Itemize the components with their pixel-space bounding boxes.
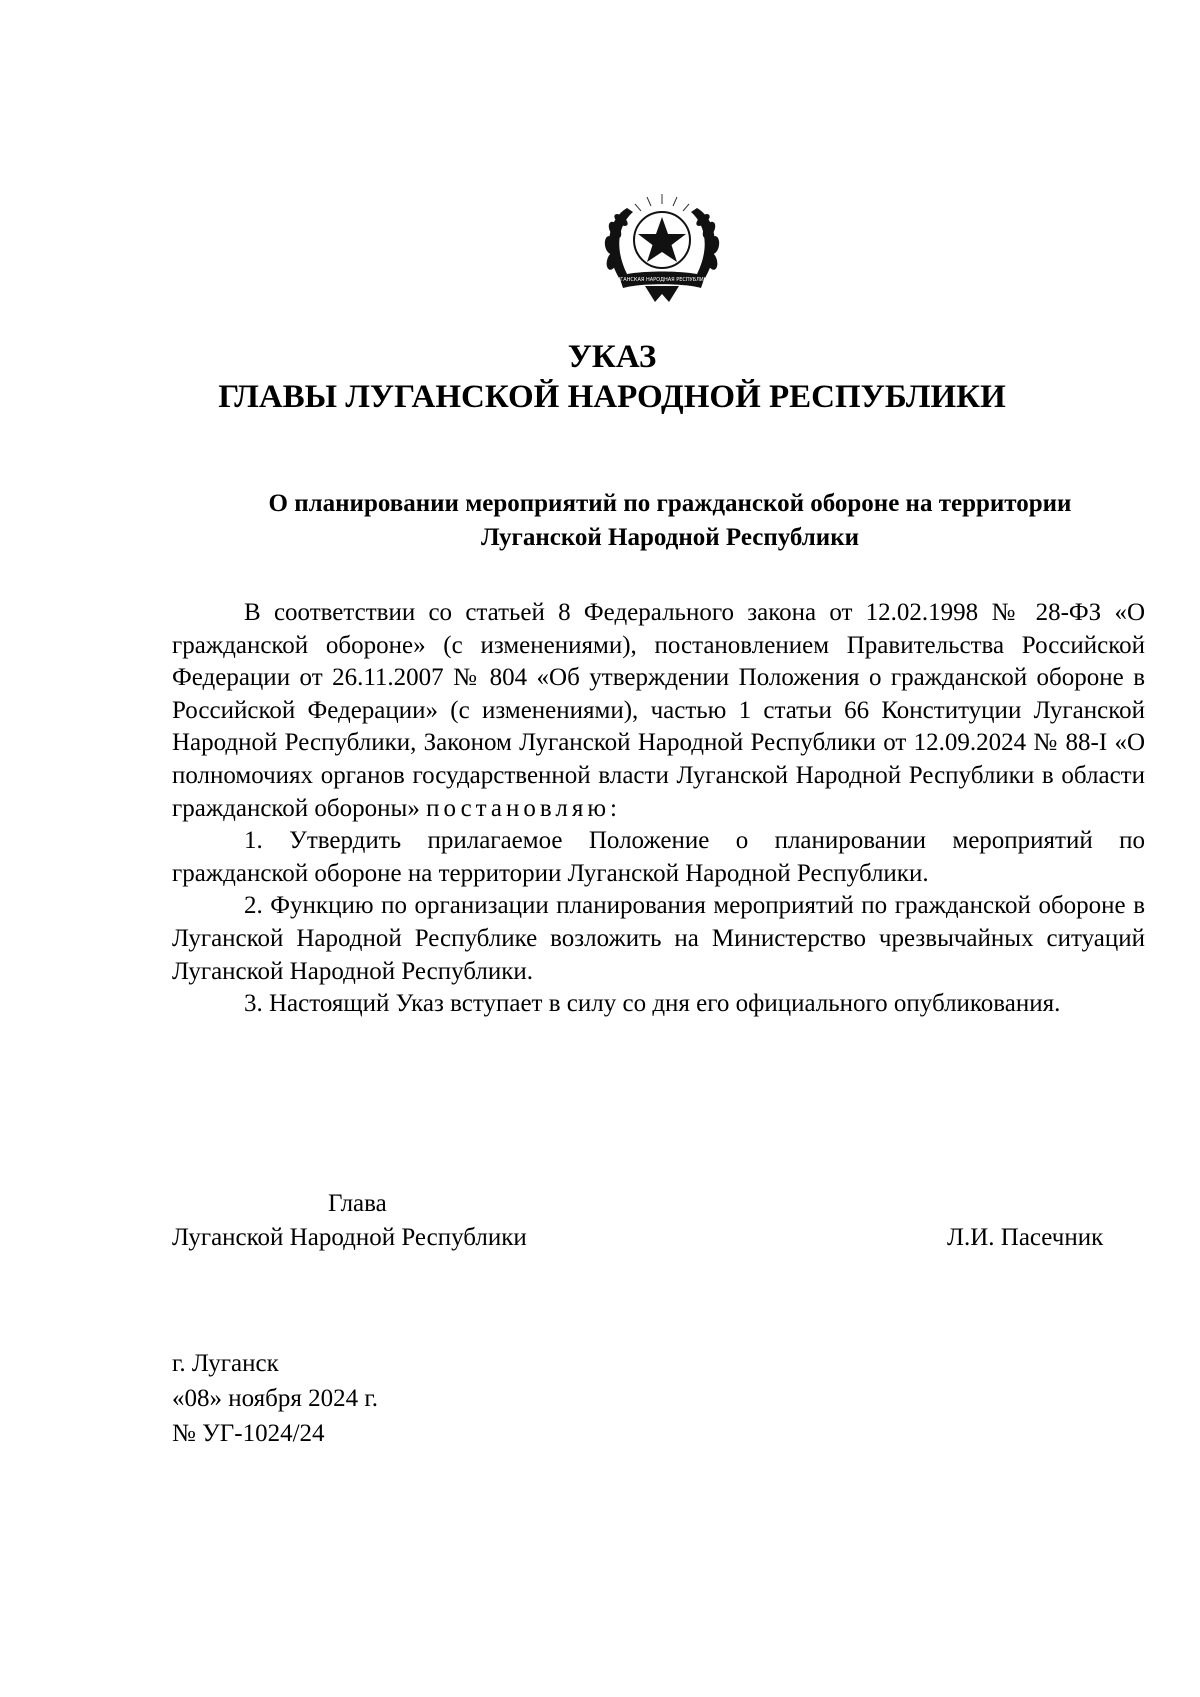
preamble-text: В соответствии со статьей 8 Федерального закона от 12.02.1998 № 28-ФЗ «О гражданской обороне» (с изменениями), постановлением Правительства Российской Федерации от 26.11.2007 № 804 «Об утверждении Положения о гражданской обороне в Российской Федерации» (с изменениями), частью 1 статьи 66 Конституции Луганской Народной Республики, Законом Луганской Народной Республики от 12.09.2024 № 88-I «О полномочиях органов государственной власти Луганской Народной Республики в области гражданской обороны» <box>172 599 1145 822</box>
decree-number: № УГ-1024/24 <box>172 1420 325 1447</box>
preamble-paragraph <box>172 597 1145 825</box>
decree-body <box>172 597 1145 1021</box>
decree-item-2: 2. Функцию по организации планирования мероприятий по гражданской обороне в Луганской Народной Республике возложить на Министерство чрезвычайных ситуаций Луганской Народной Республики. <box>172 892 1145 985</box>
decree-issuer: ГЛАВЫ ЛУГАНСКОЙ НАРОДНОЙ РЕСПУБЛИКИ <box>218 379 1006 415</box>
decree-date: «08» ноября 2024 г. <box>172 1385 379 1412</box>
decree-subject <box>170 487 1170 555</box>
signatory-name: Л.И. Пасечник <box>947 1224 1104 1251</box>
subject-line-1: О планировании мероприятий по гражданской обороне на территории <box>268 490 1072 517</box>
emblem-ribbon-text: ЛУГАНСКАЯ НАРОДНАЯ РЕСПУБЛИКА <box>613 277 711 283</box>
decree-place: г. Луганск <box>172 1350 279 1377</box>
lpr-coat-of-arms-icon <box>597 190 727 305</box>
decree-meta <box>172 1346 378 1451</box>
decree-item-3: 3. Настоящий Указ вступает в силу со дня его официального опубликования. <box>244 990 1061 1018</box>
decree-word: постановляю: <box>426 794 621 822</box>
subject-line-2: Луганской Народной Республики <box>480 524 860 551</box>
signatory-post-line-2: Луганской Народной Республики <box>172 1224 527 1251</box>
decree-title: УКАЗ <box>567 339 657 375</box>
signatory-post-line-1: Глава <box>328 1190 387 1217</box>
decree-item-1: 1. Утвердить прилагаемое Положение о планировании мероприятий по гражданской обороне на территории Луганской Народной Республики. <box>172 827 1145 887</box>
